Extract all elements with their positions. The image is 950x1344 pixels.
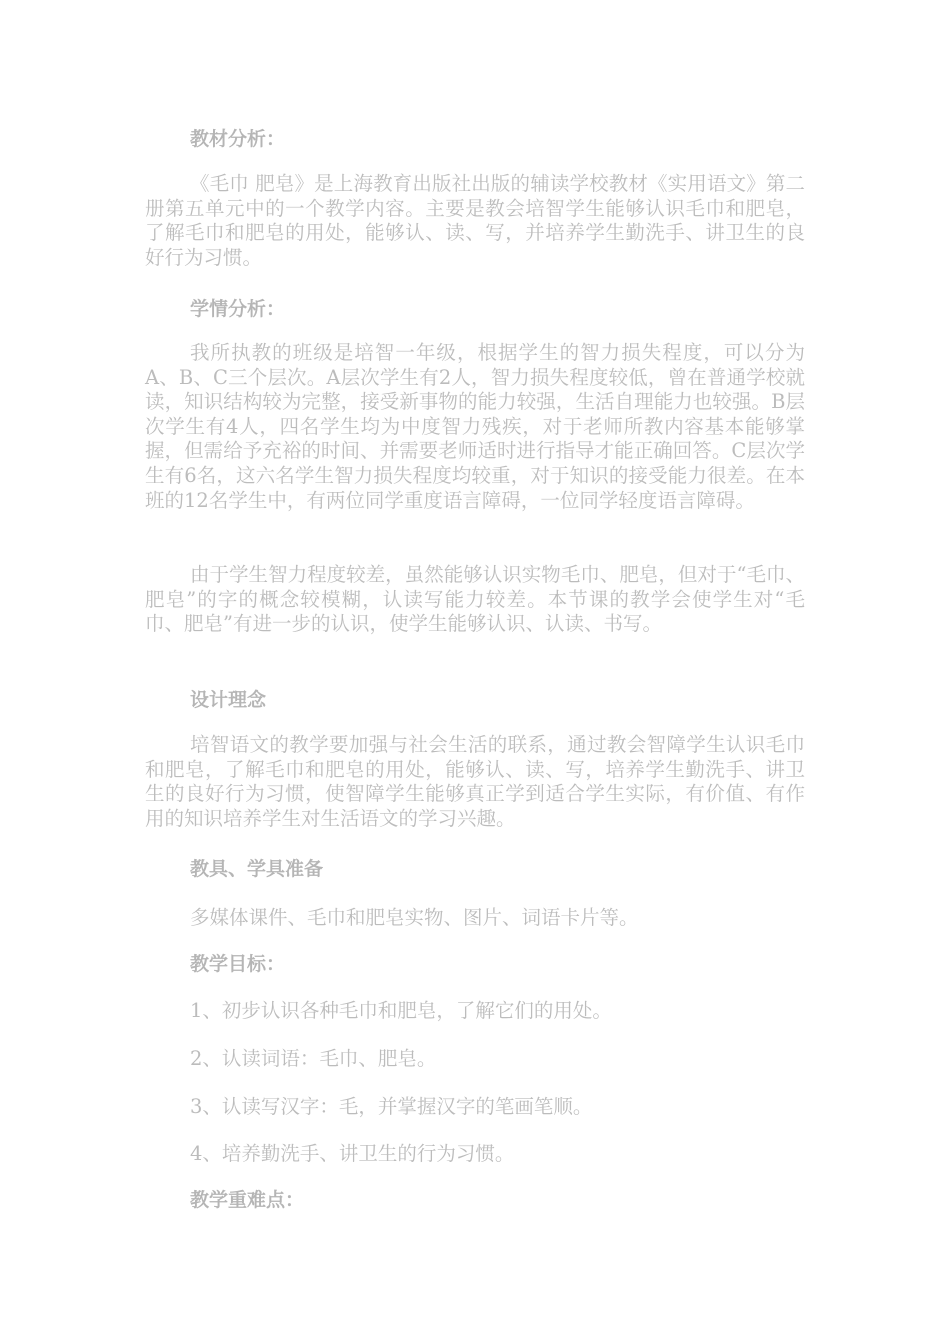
- student-analysis-paragraph-2: 由于学生智力程度较差，虽然能够认识实物毛巾、肥皂，但对于“毛巾、肥皂”的字的概念较模糊，认读写能力较差。本节课的教学会使学生对“毛巾、肥皂”有进一步的认识，使学生能够认识、认读、书写。: [145, 563, 805, 636]
- student-analysis-paragraph-1: 我所执教的班级是培智一年级，根据学生的智力损失程度，可以分为A、B、C三个层次。A层次学生有2人，智力损失程度较低，曾在普通学校就读，知识结构较为完整，接受新事物的能力较强，生活自理能力也较强。B层次学生有4人，四名学生均为中度智力残疾，对于老师所教内容基本能够掌握，但需给予充裕的时间、并需要老师适时进行指导才能正确回答。C层次学生有6名，这六名学生智力损失程度均较重，对于知识的接受能力很差。在本班的12名学生中，有两位同学重度语言障碍，一位同学轻度语言障碍。: [145, 341, 805, 512]
- objective-item: 4、培养勤洗手、讲卫生的行为习惯。: [190, 1142, 515, 1165]
- objectives-heading: 教学目标：: [190, 953, 286, 975]
- objective-item: 2、认读词语：毛巾、肥皂。: [190, 1047, 437, 1070]
- material-analysis-paragraph: 《毛巾 肥皂》是上海教育出版社出版的辅读学校教材《实用语文》第二册第五单元中的一个教学内容。主要是教会培智学生能够认识毛巾和肥皂，了解毛巾和肥皂的用处，能够认、读、写，并培养学生勤洗手、讲卫生的良好行为习惯。: [145, 172, 805, 269]
- design-concept-heading: 设计理念: [190, 689, 267, 711]
- objective-item: 1、初步认识各种毛巾和肥皂，了解它们的用处。: [190, 999, 612, 1022]
- materials-text: 多媒体课件、毛巾和肥皂实物、图片、词语卡片等。: [190, 906, 639, 929]
- objective-item: 3、认读写汉字：毛，并掌握汉字的笔画笔顺。: [190, 1095, 593, 1118]
- student-analysis-heading: 学情分析：: [190, 298, 286, 320]
- key-points-heading: 教学重难点：: [190, 1189, 305, 1211]
- materials-heading: 教具、学具准备: [190, 858, 324, 880]
- design-concept-paragraph: 培智语文的教学要加强与社会生活的联系，通过教会智障学生认识毛巾和肥皂，了解毛巾和肥皂的用处，能够认、读、写，培养学生勤洗手、讲卫生的良好行为习惯，使智障学生能够真正学到适合学生实际，有价值、有作用的知识培养学生对生活语文的学习兴趣。: [145, 733, 805, 830]
- material-analysis-heading: 教材分析：: [190, 128, 286, 150]
